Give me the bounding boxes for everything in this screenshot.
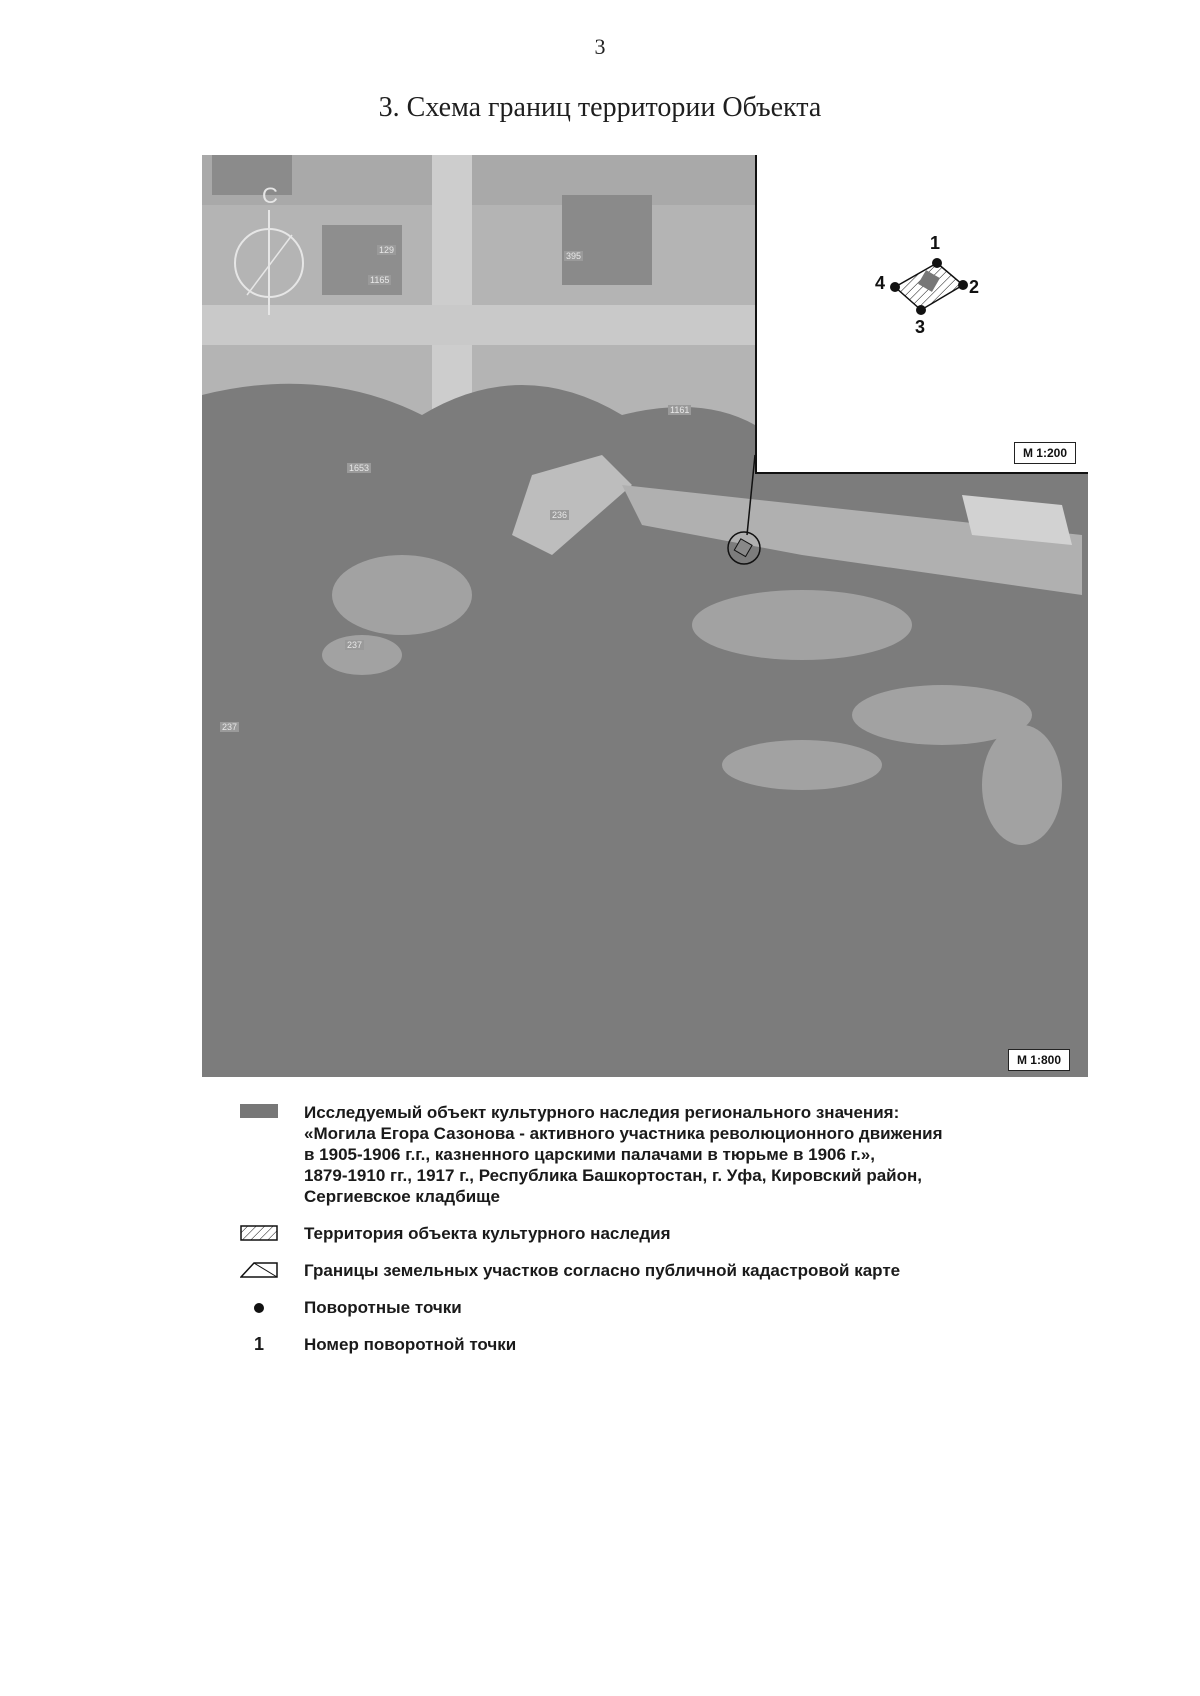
point-label-4: 4 [875,273,886,293]
parcel-number: 395 [566,251,582,261]
legend-territory-text: Территория объекта культурного наследия [304,1224,671,1243]
parcel-number: 1165 [370,275,390,285]
turning-point [890,282,900,292]
parcel-number: 1653 [349,463,370,473]
legend-parcels-text: Границы земельных участков согласно публичной кадастровой карте [304,1261,901,1280]
legend-points-text: Поворотные точки [304,1298,462,1317]
point-label-3: 3 [915,317,926,337]
legend-territory [240,1223,1140,1244]
legend-points [240,1297,1140,1318]
parcel-number: 236 [552,510,568,520]
scale-main: М 1:800 [1008,1049,1070,1071]
point-label-2: 2 [969,277,980,297]
parcel-number: 237 [347,640,363,650]
map-image [202,155,1088,1077]
parcel-number: 237 [222,722,238,732]
point-dot-icon [254,1303,264,1313]
legend-point-number [240,1334,1140,1355]
legend-object-text: Исследуемый объект культурного наследия регионального значения: «Могила Егора Сазонова - активного участника революционного движения в 1905-1906 г.г., казненного царскими палачами в тюрьме в 1906 г.», 1879-1910 гг., 1917 г., Республика Башкортостан, г. Уфа, Кировский район, Сергиевское кладбище [304,1103,943,1206]
north-label: С [262,183,278,208]
point-label-1: 1 [930,233,941,253]
parcel-number: 129 [379,245,395,255]
scale-inset: М 1:200 [1014,442,1076,464]
parcel-swatch [240,1262,278,1278]
turning-point [916,305,926,315]
legend-parcels [240,1260,1140,1281]
hatch-swatch [240,1225,278,1241]
turning-point [932,258,942,268]
object-swatch [240,1104,278,1118]
legend [240,1102,1140,1371]
page-title: 3. Схема границ территории Объекта [378,92,822,123]
inset-diagram [757,155,1088,472]
parcel-number: 1161 [670,405,690,415]
legend-point-number-text: Номер поворотной точки [304,1335,517,1354]
inset-map [755,155,1088,474]
page-number: 3 [594,34,606,59]
point-number-symbol: 1 [254,1334,265,1354]
legend-object [240,1102,1140,1207]
turning-point [958,280,968,290]
